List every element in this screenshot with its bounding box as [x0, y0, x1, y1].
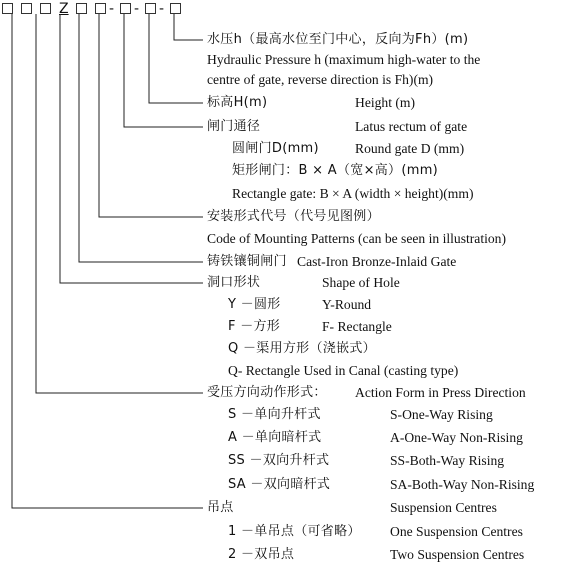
- action-ss-cn: SS －双向升杆式: [228, 453, 330, 468]
- hole-label-en: Shape of Hole: [322, 275, 400, 290]
- code-letter-z: Z: [59, 1, 69, 17]
- rect-gate-label-cn: 矩形闸门：B × A（宽×高）(mm): [232, 163, 439, 178]
- leader-castiron: [79, 14, 203, 262]
- latus-label-cn: 闸门通径: [207, 119, 261, 134]
- hole-y-en: Y-Round: [322, 297, 372, 312]
- suspension-one-cn: 1 －单吊点（可省略）: [228, 524, 361, 539]
- suspension-label-en: Suspension Centres: [390, 500, 497, 515]
- hole-q-cn: Q －渠用方形（浇嵌式）: [228, 341, 376, 356]
- action-a-en: A-One-Way Non-Rising: [390, 430, 523, 445]
- action-ss-en: SS-Both-Way Rising: [390, 453, 505, 468]
- action-s-cn: S －单向升杆式: [228, 407, 321, 422]
- hydraulic-label-cn: 水压h（最高水位至门中心，反向为Fh）(m): [207, 32, 469, 47]
- height-label-cn: 标高H(m): [207, 95, 268, 110]
- suspension-two-cn: 2 －双吊点: [228, 547, 295, 562]
- mount-label-en: Code of Mounting Patterns (can be seen in illustration): [207, 231, 507, 246]
- action-label-cn: 受压方向动作形式：: [207, 385, 327, 400]
- leader-hydraulic: [174, 14, 203, 40]
- rect-gate-label-en: Rectangle gate: B × A (width × height)(mm): [232, 186, 474, 201]
- hydraulic-label-en-1: Hydraulic Pressure h (maximum high-water to the: [207, 52, 481, 67]
- action-sa-en: SA-Both-Way Non-Rising: [390, 477, 535, 492]
- height-label-en: Height (m): [355, 95, 416, 110]
- mount-label-cn: 安装形式代号（代号见图例）: [207, 209, 380, 224]
- action-a-cn: A －单向暗杆式: [228, 430, 322, 445]
- suspension-two-en: Two Suspension Centres: [390, 547, 525, 562]
- action-s-en: S-One-Way Rising: [390, 407, 493, 422]
- hole-f-cn: F －方形: [228, 319, 281, 334]
- action-sa-cn: SA －双向暗杆式: [228, 477, 331, 492]
- leader-suspension: [12, 14, 203, 508]
- hole-f-en: F- Rectangle: [322, 319, 392, 334]
- latus-label-en: Latus rectum of gate: [355, 119, 468, 134]
- leader-hole: [60, 14, 203, 283]
- suspension-one-en: One Suspension Centres: [390, 524, 523, 539]
- hydraulic-label-en-2: centre of gate, reverse direction is Fh)(m): [207, 72, 434, 87]
- hole-q-en: Q- Rectangle Used in Canal (casting type): [228, 363, 459, 378]
- leader-latus: [124, 14, 203, 127]
- leader-mount: [99, 14, 203, 217]
- code-dash-1: -: [109, 1, 115, 17]
- code-dash-3: -: [159, 1, 165, 17]
- round-gate-label-cn: 圆闸门D(mm): [232, 141, 319, 156]
- suspension-label-cn: 吊点: [207, 500, 234, 515]
- leader-action: [36, 14, 203, 393]
- leader-height: [149, 14, 203, 103]
- hole-y-cn: Y －圆形: [228, 297, 281, 312]
- castiron-label-cn: 铸铁镶铜闸门: [207, 254, 287, 269]
- action-label-en: Action Form in Press Direction: [355, 385, 526, 400]
- castiron-label-en: Cast-Iron Bronze-Inlaid Gate: [297, 254, 457, 269]
- hole-label-cn: 洞口形状: [207, 275, 261, 290]
- round-gate-label-en: Round gate D (mm): [355, 141, 465, 156]
- code-dash-2: -: [134, 1, 140, 17]
